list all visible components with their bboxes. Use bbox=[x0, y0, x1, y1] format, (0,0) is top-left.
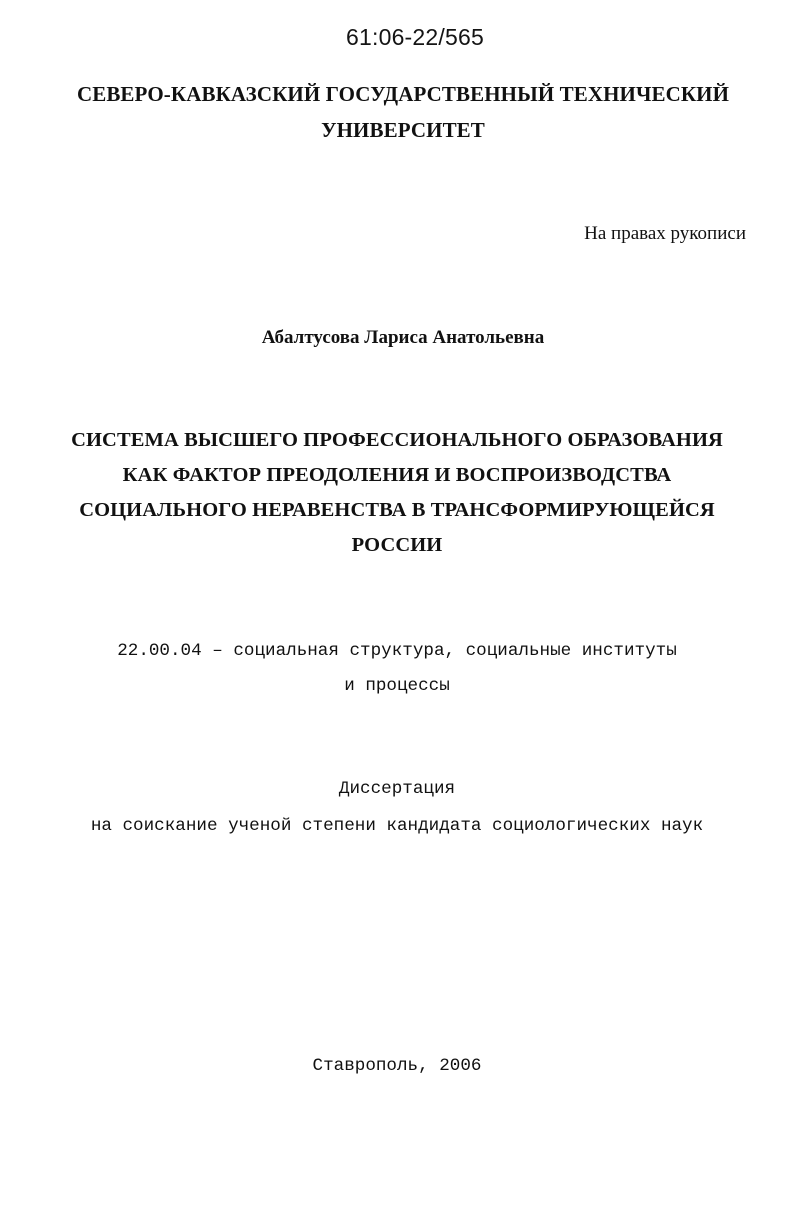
author-name: Абалтусова Лариса Анатольевна bbox=[261, 327, 545, 348]
specialty-line-2: и процессы bbox=[344, 676, 450, 696]
place-and-year: Ставрополь, 2006 bbox=[312, 1056, 482, 1076]
dissertation-title-line-3: СОЦИАЛЬНОГО НЕРАВЕНСТВА В ТРАНСФОРМИРУЮЩЕЙСЯ bbox=[79, 499, 715, 521]
manuscript-rights-note: На правах рукописи bbox=[584, 223, 746, 244]
dissertation-title-line-1: СИСТЕМА ВЫСШЕГО ПРОФЕССИОНАЛЬНОГО ОБРАЗОВАНИЯ bbox=[71, 429, 723, 451]
university-name-line-1: СЕВЕРО-КАВКАЗСКИЙ ГОСУДАРСТВЕННЫЙ ТЕХНИЧЕСКИЙ bbox=[76, 82, 730, 106]
dissertation-title-line-2: КАК ФАКТОР ПРЕОДОЛЕНИЯ И ВОСПРОИЗВОДСТВА bbox=[122, 464, 672, 486]
university-name-line-2: УНИВЕРСИТЕТ bbox=[321, 118, 485, 142]
degree-type: Диссертация bbox=[338, 779, 456, 799]
degree-description: на соискание ученой степени кандидата социологических наук bbox=[90, 816, 704, 836]
specialty-line-1: 22.00.04 – социальная структура, социальные институты bbox=[117, 641, 677, 661]
dissertation-title-line-4: РОССИИ bbox=[351, 534, 443, 556]
catalog-code: 61:06-22/565 bbox=[346, 24, 484, 50]
